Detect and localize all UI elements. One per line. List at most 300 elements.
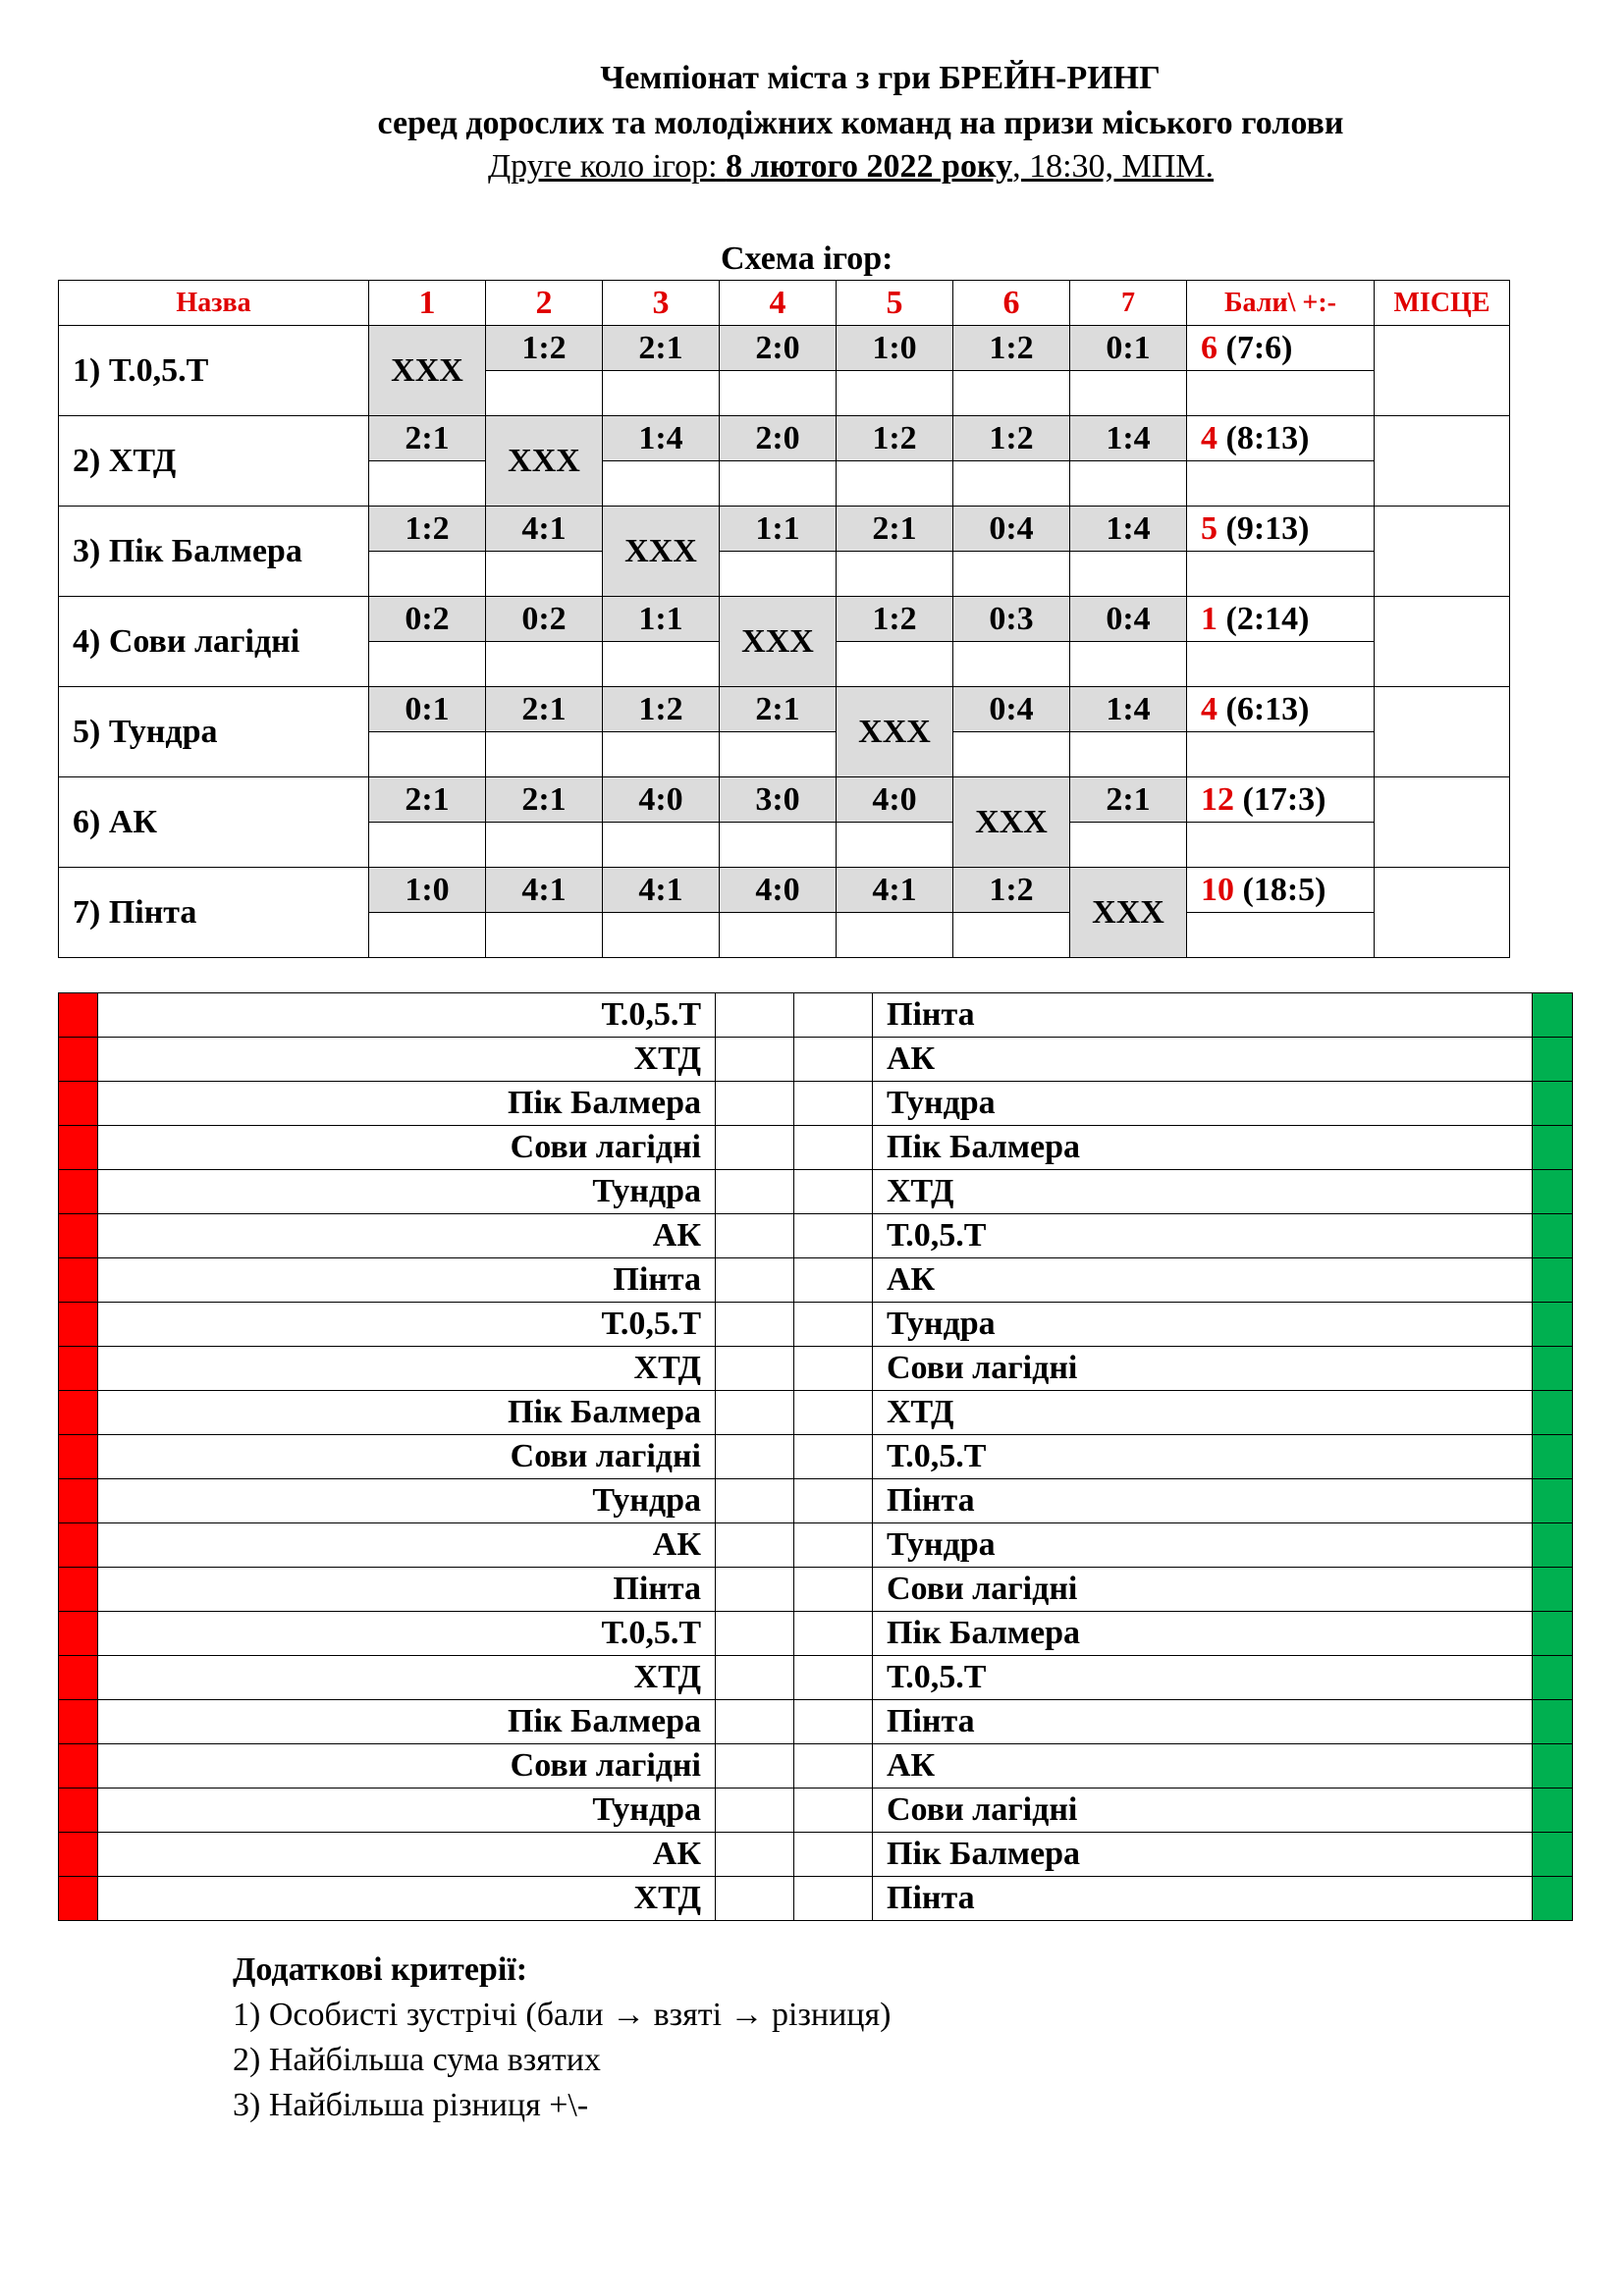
empty-cell: [720, 913, 837, 958]
away-color-marker: [1533, 1656, 1573, 1700]
home-team: Т.0,5.Т: [98, 1612, 716, 1656]
away-team: Тундра: [873, 1523, 1533, 1568]
score-table-header: [59, 281, 1510, 326]
empty-cell: [953, 913, 1070, 958]
game-row: [59, 1612, 1573, 1656]
points-value: 10: [1201, 871, 1234, 908]
home-color-marker: [59, 1612, 98, 1656]
away-color-marker: [1533, 1347, 1573, 1391]
score-cell: 0:3: [953, 597, 1070, 642]
away-team: Пік Балмера: [873, 1833, 1533, 1877]
self-match-cell: ХХХ: [837, 687, 953, 777]
away-color-marker: [1533, 1568, 1573, 1612]
team-name: 4) Сови лагідні: [59, 597, 369, 687]
place-cell: [1375, 597, 1510, 687]
points-lower-cell: [1187, 642, 1375, 687]
empty-cell: [1070, 732, 1187, 777]
home-color-marker: [59, 1656, 98, 1700]
game-row: [59, 1214, 1573, 1258]
empty-cell: [369, 732, 486, 777]
score-cell: 4:1: [603, 868, 720, 913]
away-color-marker: [1533, 1170, 1573, 1214]
home-score-cell: [716, 1170, 794, 1214]
away-score-cell: [794, 1435, 873, 1479]
team-name: 6) АК: [59, 777, 369, 868]
game-row: [59, 1170, 1573, 1214]
home-score-cell: [716, 1303, 794, 1347]
away-color-marker: [1533, 1479, 1573, 1523]
empty-cell: [720, 461, 837, 507]
home-color-marker: [59, 1877, 98, 1921]
points-lower-cell: [1187, 913, 1375, 958]
home-score-cell: [716, 1479, 794, 1523]
team-name: 5) Тундра: [59, 687, 369, 777]
empty-cell: [603, 732, 720, 777]
score-cell: 2:1: [369, 777, 486, 823]
score-cell: 0:4: [953, 687, 1070, 732]
score-cell: 0:1: [369, 687, 486, 732]
away-color-marker: [1533, 1391, 1573, 1435]
team-row: [59, 777, 1510, 823]
col-header: 3: [603, 281, 720, 326]
empty-cell: [369, 552, 486, 597]
home-score-cell: [716, 1214, 794, 1258]
home-team: АК: [98, 1214, 716, 1258]
empty-cell: [837, 913, 953, 958]
score-cell: 0:4: [1070, 597, 1187, 642]
points-value: 5: [1201, 509, 1217, 547]
place-cell: [1375, 507, 1510, 597]
team-name: 7) Пінта: [59, 868, 369, 958]
away-score-cell: [794, 1877, 873, 1921]
score-cell: 2:0: [720, 416, 837, 461]
score-cell: 1:4: [1070, 507, 1187, 552]
away-color-marker: [1533, 1789, 1573, 1833]
away-score-cell: [794, 1391, 873, 1435]
place-cell: [1375, 777, 1510, 868]
points-lower-cell: [1187, 732, 1375, 777]
away-color-marker: [1533, 1082, 1573, 1126]
place-cell: [1375, 687, 1510, 777]
away-score-cell: [794, 1082, 873, 1126]
home-team: Тундра: [98, 1479, 716, 1523]
away-team: АК: [873, 1258, 1533, 1303]
home-team: АК: [98, 1523, 716, 1568]
home-score-cell: [716, 1612, 794, 1656]
points-lower-cell: [1187, 823, 1375, 868]
away-score-cell: [794, 1656, 873, 1700]
home-color-marker: [59, 1789, 98, 1833]
points-value: 4: [1201, 690, 1217, 727]
home-team: Тундра: [98, 1170, 716, 1214]
away-team: Сови лагідні: [873, 1568, 1533, 1612]
game-row: [59, 1523, 1573, 1568]
empty-cell: [603, 371, 720, 416]
away-score-cell: [794, 1833, 873, 1877]
away-score-cell: [794, 1347, 873, 1391]
home-team: Пік Балмера: [98, 1082, 716, 1126]
points-cell: [1187, 416, 1375, 461]
home-color-marker: [59, 1700, 98, 1744]
score-diff: (7:6): [1217, 329, 1293, 366]
home-score-cell: [716, 1347, 794, 1391]
home-score-cell: [716, 1656, 794, 1700]
away-color-marker: [1533, 1700, 1573, 1744]
game-row: [59, 1258, 1573, 1303]
score-cell: 1:2: [953, 416, 1070, 461]
score-cell: 1:2: [953, 326, 1070, 371]
empty-cell: [603, 823, 720, 868]
home-team: Пінта: [98, 1568, 716, 1612]
empty-cell: [953, 642, 1070, 687]
home-team: Сови лагідні: [98, 1744, 716, 1789]
points-cell: [1187, 777, 1375, 823]
points-lower-cell: [1187, 461, 1375, 507]
game-row: [59, 1833, 1573, 1877]
score-cell: 2:1: [1070, 777, 1187, 823]
away-score-cell: [794, 1303, 873, 1347]
place-cell: [1375, 416, 1510, 507]
score-cell: 0:2: [369, 597, 486, 642]
home-color-marker: [59, 993, 98, 1038]
empty-cell: [837, 823, 953, 868]
score-cell: 1:4: [1070, 687, 1187, 732]
team-row: [59, 416, 1510, 461]
empty-cell: [953, 732, 1070, 777]
points-value: 12: [1201, 780, 1234, 818]
empty-cell: [953, 371, 1070, 416]
place-cell: [1375, 326, 1510, 416]
round-label: Друге коло ігор:: [487, 148, 727, 185]
game-row: [59, 1082, 1573, 1126]
score-cell: 0:4: [953, 507, 1070, 552]
score-diff: (6:13): [1217, 690, 1310, 727]
home-score-cell: [716, 1391, 794, 1435]
score-cell: 1:2: [486, 326, 603, 371]
away-score-cell: [794, 1170, 873, 1214]
score-cell: 2:0: [720, 326, 837, 371]
home-score-cell: [716, 1700, 794, 1744]
away-color-marker: [1533, 1877, 1573, 1921]
self-match-cell: ХХХ: [720, 597, 837, 687]
away-color-marker: [1533, 993, 1573, 1038]
away-score-cell: [794, 1789, 873, 1833]
home-score-cell: [716, 1523, 794, 1568]
home-score-cell: [716, 1082, 794, 1126]
home-team: Тундра: [98, 1789, 716, 1833]
score-cell: 3:0: [720, 777, 837, 823]
tiebreak-criteria: [233, 1948, 891, 2128]
score-cell: 1:2: [369, 507, 486, 552]
away-team: Пінта: [873, 1479, 1533, 1523]
home-score-cell: [716, 1744, 794, 1789]
away-team: Т.0,5.Т: [873, 1435, 1533, 1479]
criteria-item: 1) Особисті зустрічі (бали → взяті → різниця): [233, 1997, 892, 2033]
home-team: ХТД: [98, 1347, 716, 1391]
empty-cell: [1070, 823, 1187, 868]
away-team: Сови лагідні: [873, 1789, 1533, 1833]
score-cell: 1:1: [720, 507, 837, 552]
points-value: 4: [1201, 419, 1217, 456]
score-cell: 1:2: [837, 416, 953, 461]
title-line-1: Чемпіонат міста з гри БРЕЙН-РИНГ: [600, 60, 1161, 96]
points-lower-cell: [1187, 552, 1375, 597]
away-color-marker: [1533, 1435, 1573, 1479]
away-team: Тундра: [873, 1303, 1533, 1347]
criteria-item: 3) Найбільша різниця +\-: [233, 2087, 589, 2123]
home-team: ХТД: [98, 1877, 716, 1921]
team-row: [59, 687, 1510, 732]
score-cell: 2:1: [486, 687, 603, 732]
empty-cell: [486, 732, 603, 777]
home-color-marker: [59, 1435, 98, 1479]
score-cell: 4:0: [837, 777, 953, 823]
score-diff: (2:14): [1217, 600, 1310, 637]
away-team: Т.0,5.Т: [873, 1214, 1533, 1258]
points-cell: [1187, 326, 1375, 371]
home-score-cell: [716, 1833, 794, 1877]
away-team: Пік Балмера: [873, 1612, 1533, 1656]
points-cell: [1187, 868, 1375, 913]
home-score-cell: [716, 1038, 794, 1082]
col-header: 1: [369, 281, 486, 326]
away-team: Пік Балмера: [873, 1126, 1533, 1170]
score-cell: 1:2: [953, 868, 1070, 913]
points-cell: [1187, 597, 1375, 642]
place-cell: [1375, 868, 1510, 958]
away-score-cell: [794, 1258, 873, 1303]
home-score-cell: [716, 993, 794, 1038]
team-row: [59, 597, 1510, 642]
score-cell: 2:1: [837, 507, 953, 552]
home-team: ХТД: [98, 1656, 716, 1700]
games-table: [58, 992, 1573, 1921]
empty-cell: [369, 642, 486, 687]
away-team: ХТД: [873, 1391, 1533, 1435]
score-cell: 0:1: [1070, 326, 1187, 371]
away-team: Тундра: [873, 1082, 1533, 1126]
home-color-marker: [59, 1744, 98, 1789]
empty-cell: [486, 371, 603, 416]
game-row: [59, 1479, 1573, 1523]
empty-cell: [486, 552, 603, 597]
game-row: [59, 1656, 1573, 1700]
away-team: Пінта: [873, 1877, 1533, 1921]
home-team: Пік Балмера: [98, 1700, 716, 1744]
game-row: [59, 1126, 1573, 1170]
away-color-marker: [1533, 1833, 1573, 1877]
home-color-marker: [59, 1038, 98, 1082]
score-cell: 4:0: [720, 868, 837, 913]
empty-cell: [369, 913, 486, 958]
home-team: Т.0,5.Т: [98, 993, 716, 1038]
empty-cell: [837, 552, 953, 597]
self-match-cell: ХХХ: [1070, 868, 1187, 958]
home-color-marker: [59, 1214, 98, 1258]
score-cell: 1:2: [603, 687, 720, 732]
home-color-marker: [59, 1082, 98, 1126]
game-row: [59, 1303, 1573, 1347]
home-color-marker: [59, 1523, 98, 1568]
score-cell: 2:1: [369, 416, 486, 461]
team-row: [59, 326, 1510, 371]
empty-cell: [953, 552, 1070, 597]
home-score-cell: [716, 1258, 794, 1303]
home-team: Т.0,5.Т: [98, 1303, 716, 1347]
away-score-cell: [794, 1479, 873, 1523]
points-value: 6: [1201, 329, 1217, 366]
home-color-marker: [59, 1258, 98, 1303]
empty-cell: [837, 461, 953, 507]
empty-cell: [486, 642, 603, 687]
col-place-header: МІСЦЕ: [1375, 281, 1510, 326]
home-color-marker: [59, 1568, 98, 1612]
team-row: [59, 507, 1510, 552]
empty-cell: [720, 552, 837, 597]
away-team: Т.0,5.Т: [873, 1656, 1533, 1700]
home-color-marker: [59, 1126, 98, 1170]
score-diff: (8:13): [1217, 419, 1310, 456]
away-score-cell: [794, 1700, 873, 1744]
away-score-cell: [794, 1568, 873, 1612]
home-team: Пік Балмера: [98, 1391, 716, 1435]
away-color-marker: [1533, 1126, 1573, 1170]
away-team: АК: [873, 1744, 1533, 1789]
home-color-marker: [59, 1833, 98, 1877]
team-name: 2) ХТД: [59, 416, 369, 507]
score-cell: 4:1: [486, 868, 603, 913]
away-team: Сови лагідні: [873, 1347, 1533, 1391]
score-cell: 4:1: [486, 507, 603, 552]
empty-cell: [953, 461, 1070, 507]
empty-cell: [837, 642, 953, 687]
home-score-cell: [716, 1877, 794, 1921]
empty-cell: [369, 823, 486, 868]
score-diff: (9:13): [1217, 509, 1310, 547]
score-cell: 2:1: [603, 326, 720, 371]
game-row: [59, 1391, 1573, 1435]
empty-cell: [1070, 461, 1187, 507]
game-row: [59, 993, 1573, 1038]
self-match-cell: ХХХ: [369, 326, 486, 416]
game-row: [59, 1700, 1573, 1744]
col-header: 6: [953, 281, 1070, 326]
away-color-marker: [1533, 1038, 1573, 1082]
game-row: [59, 1744, 1573, 1789]
score-cell: 1:1: [603, 597, 720, 642]
score-cell: 1:0: [369, 868, 486, 913]
away-score-cell: [794, 1214, 873, 1258]
empty-cell: [486, 913, 603, 958]
col-header: 2: [486, 281, 603, 326]
empty-cell: [1070, 552, 1187, 597]
away-team: ХТД: [873, 1170, 1533, 1214]
away-score-cell: [794, 1744, 873, 1789]
team-name: 3) Пік Балмера: [59, 507, 369, 597]
col-name-header: Назва: [59, 281, 369, 326]
home-score-cell: [716, 1435, 794, 1479]
self-match-cell: ХХХ: [953, 777, 1070, 868]
empty-cell: [720, 371, 837, 416]
col-header: 7: [1070, 281, 1187, 326]
game-row: [59, 1789, 1573, 1833]
score-cell: 1:4: [603, 416, 720, 461]
self-match-cell: ХХХ: [486, 416, 603, 507]
home-color-marker: [59, 1170, 98, 1214]
empty-cell: [837, 371, 953, 416]
away-score-cell: [794, 1126, 873, 1170]
score-cell: 1:4: [1070, 416, 1187, 461]
empty-cell: [603, 913, 720, 958]
home-score-cell: [716, 1568, 794, 1612]
away-score-cell: [794, 993, 873, 1038]
empty-cell: [1070, 371, 1187, 416]
empty-cell: [720, 823, 837, 868]
score-cell: 2:1: [486, 777, 603, 823]
score-cell: 2:1: [720, 687, 837, 732]
away-color-marker: [1533, 1612, 1573, 1656]
game-row: [59, 1877, 1573, 1921]
score-cell: 1:2: [837, 597, 953, 642]
empty-cell: [369, 461, 486, 507]
self-match-cell: ХХХ: [603, 507, 720, 597]
away-team: Пінта: [873, 1700, 1533, 1744]
score-cell: 1:0: [837, 326, 953, 371]
col-header: 5: [837, 281, 953, 326]
home-color-marker: [59, 1347, 98, 1391]
home-score-cell: [716, 1126, 794, 1170]
game-row: [59, 1347, 1573, 1391]
away-color-marker: [1533, 1744, 1573, 1789]
home-color-marker: [59, 1391, 98, 1435]
title-line-3: [39, 145, 1623, 188]
empty-cell: [486, 823, 603, 868]
empty-cell: [603, 642, 720, 687]
criteria-title: Додаткові критерії:: [233, 1951, 528, 1988]
points-cell: [1187, 687, 1375, 732]
away-color-marker: [1533, 1214, 1573, 1258]
game-row: [59, 1038, 1573, 1082]
team-row: [59, 868, 1510, 913]
away-color-marker: [1533, 1303, 1573, 1347]
away-score-cell: [794, 1523, 873, 1568]
home-team: Пінта: [98, 1258, 716, 1303]
score-cell: 0:2: [486, 597, 603, 642]
col-header: 4: [720, 281, 837, 326]
score-diff: (18:5): [1234, 871, 1326, 908]
away-team: Пінта: [873, 993, 1533, 1038]
criteria-item: 2) Найбільша сума взятих: [233, 2042, 601, 2078]
title-line-2: серед дорослих та молодіжних команд на призи міського голови: [377, 105, 1344, 141]
points-value: 1: [1201, 600, 1217, 637]
home-color-marker: [59, 1303, 98, 1347]
away-color-marker: [1533, 1523, 1573, 1568]
col-points-header: Бали\ +:-: [1187, 281, 1375, 326]
home-color-marker: [59, 1479, 98, 1523]
game-row: [59, 1435, 1573, 1479]
away-score-cell: [794, 1038, 873, 1082]
points-cell: [1187, 507, 1375, 552]
empty-cell: [720, 732, 837, 777]
home-score-cell: [716, 1789, 794, 1833]
round-date: 8 лютого 2022 року: [726, 148, 1013, 185]
points-lower-cell: [1187, 371, 1375, 416]
score-table: [58, 280, 1510, 958]
score-cell: 4:1: [837, 868, 953, 913]
team-name: 1) Т.0,5.Т: [59, 326, 369, 416]
away-team: АК: [873, 1038, 1533, 1082]
home-team: ХТД: [98, 1038, 716, 1082]
